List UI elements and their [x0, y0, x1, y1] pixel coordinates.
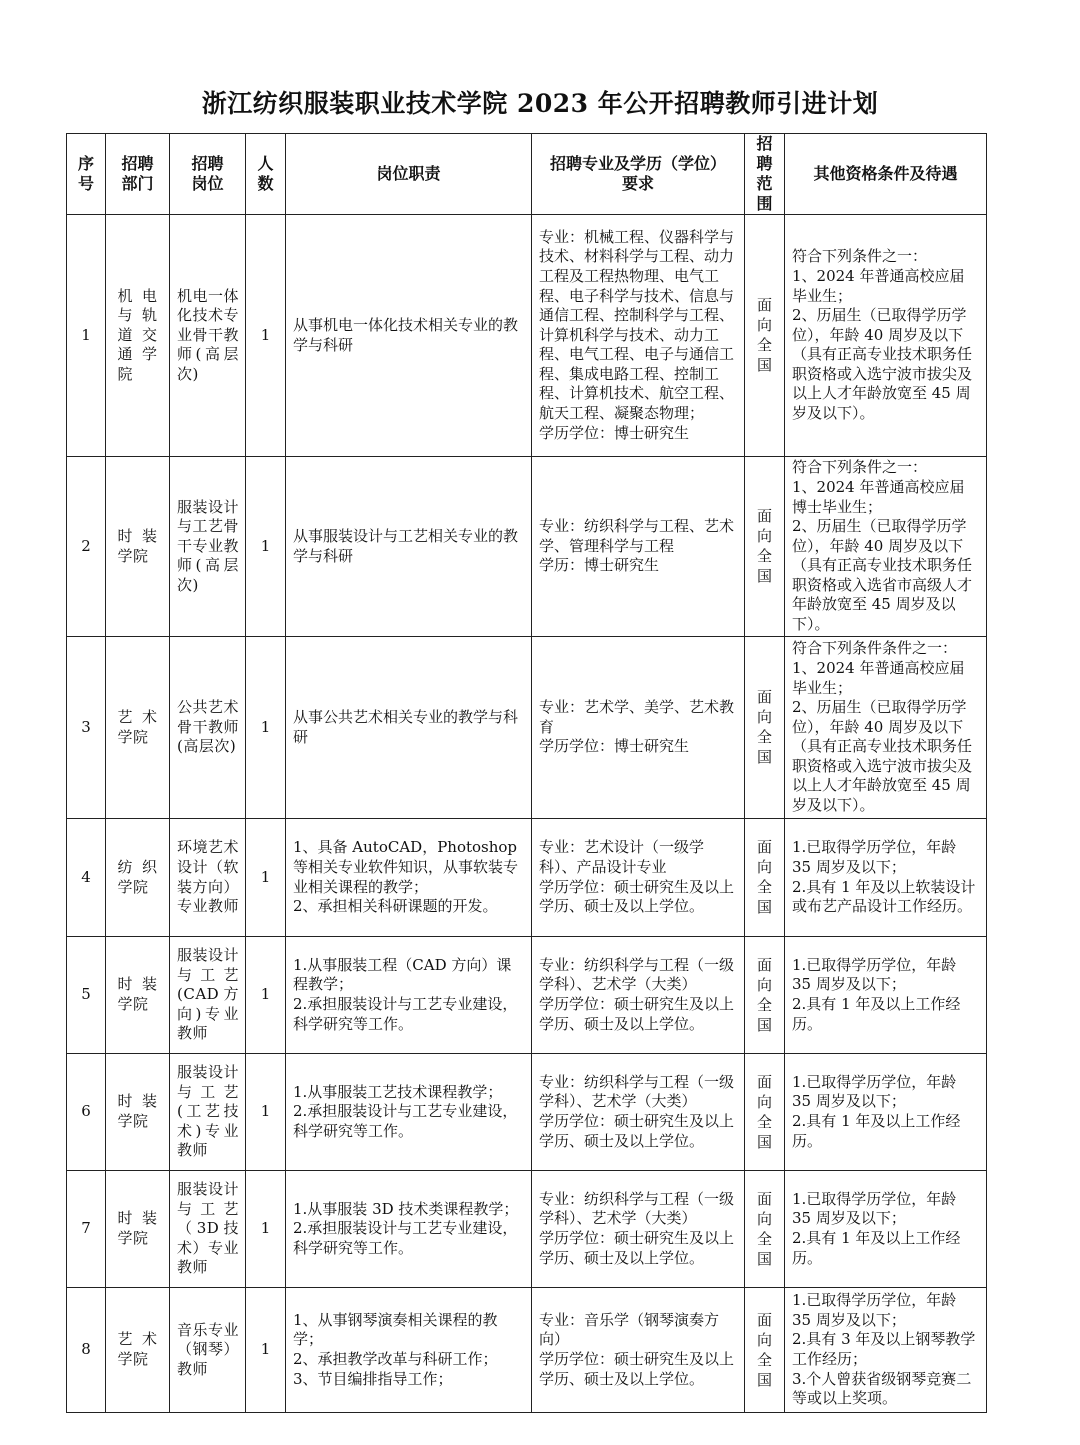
row-scope: 面向全国: [745, 215, 785, 457]
row-major: 专业：音乐学（钢琴演奏方向） 学历学位：硕士研究生及以上学历、硕士及以上学位。: [532, 1288, 745, 1413]
table-row: [67, 819, 987, 937]
row-no: 4: [67, 819, 106, 937]
row-num: 1: [246, 457, 286, 637]
table-row: [67, 937, 987, 1054]
row-no: 3: [67, 637, 106, 819]
row-no: 8: [67, 1288, 106, 1413]
row-scope: 面向全国: [745, 937, 785, 1054]
row-other: 1.已取得学历学位，年龄 35 周岁及以下； 2.具有 1 年及以上软装设计或布艺产品设计工作经历。: [785, 819, 987, 937]
header-major: 招聘专业及学历（学位）要求: [532, 134, 745, 215]
row-other: 1.已取得学历学位，年龄 35 周岁及以下； 2.具有 1 年及以上工作经历。: [785, 937, 987, 1054]
row-major: 专业：艺术设计（一级学科）、产品设计专业 学历学位：硕士研究生及以上学历、硕士及以上学位。: [532, 819, 745, 937]
row-post: 机电一体化技术专业骨干教师(高层次): [170, 215, 246, 457]
row-num: 1: [246, 637, 286, 819]
row-post: 公共艺术骨干教师(高层次): [170, 637, 246, 819]
row-duty: 1.从事服装工程（CAD 方向）课程教学； 2.承担服装设计与工艺专业建设，科学研究等工作。: [286, 937, 532, 1054]
header-other: 其他资格条件及待遇: [785, 134, 987, 215]
row-duty: 1、具备 AutoCAD，Photoshop 等相关专业软件知识，从事软装专业相关课程的教学； 2、承担相关科研课题的开发。: [286, 819, 532, 937]
row-dept: 时装学院: [106, 457, 170, 637]
row-dept: 艺术学院: [106, 1288, 170, 1413]
table-row: [67, 1288, 987, 1413]
row-scope: 面向全国: [745, 637, 785, 819]
row-num: 1: [246, 1054, 286, 1171]
recruitment-table: [66, 133, 987, 1413]
row-major: 专业：纺织科学与工程（一级学科）、艺术学（大类） 学历学位：硕士研究生及以上学历、硕士及以上学位。: [532, 937, 745, 1054]
table-header-row: [67, 134, 987, 215]
table-row: [67, 1171, 987, 1288]
header-no: 序号: [67, 134, 106, 215]
row-scope: 面向全国: [745, 1171, 785, 1288]
row-post: 服装设计与工艺骨干专业教师(高层次): [170, 457, 246, 637]
row-num: 1: [246, 1288, 286, 1413]
row-num: 1: [246, 215, 286, 457]
row-scope: 面向全国: [745, 1288, 785, 1413]
row-no: 7: [67, 1171, 106, 1288]
header-post: 招聘岗位: [170, 134, 246, 215]
row-dept: 机电与轨道交通学院: [106, 215, 170, 457]
row-num: 1: [246, 819, 286, 937]
row-post: 服装设计与工艺（3D技术）专业教师: [170, 1171, 246, 1288]
row-dept: 艺术学院: [106, 637, 170, 819]
row-duty: 从事公共艺术相关专业的教学与科研: [286, 637, 532, 819]
row-duty: 1.从事服装工艺技术课程教学； 2.承担服装设计与工艺专业建设，科学研究等工作。: [286, 1054, 532, 1171]
row-major: 专业：机械工程、仪器科学与技术、材料科学与工程、动力工程及工程热物理、电气工程、电子科学与技术、信息与通信工程、控制科学与工程、计算机科学与技术、动力工程、电气工程、电子与通信工程、集成电路工程、控制工程、计算机技术、航空工程、航天工程、凝聚态物理； 学历学位：博士研究生: [532, 215, 745, 457]
row-no: 5: [67, 937, 106, 1054]
row-no: 1: [67, 215, 106, 457]
table-row: [67, 215, 987, 457]
row-post: 服装设计与工艺(CAD方向)专业教师: [170, 937, 246, 1054]
row-no: 6: [67, 1054, 106, 1171]
row-post: 环境艺术设计（软装方向）专业教师: [170, 819, 246, 937]
header-num: 人数: [246, 134, 286, 215]
row-major: 专业：纺织科学与工程（一级学科）、艺术学（大类） 学历学位：硕士研究生及以上学历、硕士及以上学位。: [532, 1054, 745, 1171]
row-post: 服装设计与工艺(工艺技术)专业教师: [170, 1054, 246, 1171]
row-num: 1: [246, 937, 286, 1054]
header-dept: 招聘部门: [106, 134, 170, 215]
row-other: 符合下列条件之一： 1、2024 年普通高校应届博士毕业生； 2、历届生（已取得学历学位），年龄 40 周岁及以下（具有正高专业技术职务任职资格或入选省市高级人才年龄放宽至 45 周岁及以下）。: [785, 457, 987, 637]
row-dept: 时装学院: [106, 1171, 170, 1288]
row-dept: 时装学院: [106, 937, 170, 1054]
table-row: [67, 637, 987, 819]
table-row: [67, 1054, 987, 1171]
row-dept: 时装学院: [106, 1054, 170, 1171]
table-row: [67, 457, 987, 637]
row-duty: 1.从事服装 3D 技术类课程教学； 2.承担服装设计与工艺专业建设，科学研究等工作。: [286, 1171, 532, 1288]
row-scope: 面向全国: [745, 457, 785, 637]
header-duty: 岗位职责: [286, 134, 532, 215]
row-post: 音乐专业（钢琴）教师: [170, 1288, 246, 1413]
row-no: 2: [67, 457, 106, 637]
row-duty: 从事服装设计与工艺相关专业的教学与科研: [286, 457, 532, 637]
row-other: 1.已取得学历学位，年龄 35 周岁及以下； 2.具有 1 年及以上工作经历。: [785, 1054, 987, 1171]
row-other: 1.已取得学历学位，年龄 35 周岁及以下； 2.具有 1 年及以上工作经历。: [785, 1171, 987, 1288]
row-other: 符合下列条件条件之一： 1、2024 年普通高校应届毕业生； 2、历届生（已取得学历学位），年龄 40 周岁及以下（具有正高专业技术职务任职资格或入选宁波市拔尖及以上人才年龄放宽至 45 周岁及以下）。: [785, 637, 987, 819]
row-duty: 1、从事钢琴演奏相关课程的教学； 2、承担教学改革与科研工作； 3、节目编排指导工作；: [286, 1288, 532, 1413]
row-scope: 面向全国: [745, 819, 785, 937]
row-duty: 从事机电一体化技术相关专业的教学与科研: [286, 215, 532, 457]
row-major: 专业：艺术学、美学、艺术教育 学历学位：博士研究生: [532, 637, 745, 819]
row-major: 专业：纺织科学与工程（一级学科）、艺术学（大类） 学历学位：硕士研究生及以上学历、硕士及以上学位。: [532, 1171, 745, 1288]
row-major: 专业：纺织科学与工程、艺术学、管理科学与工程 学历：博士研究生: [532, 457, 745, 637]
row-scope: 面向全国: [745, 1054, 785, 1171]
header-scope: 招聘范围: [745, 134, 785, 215]
page-title: 浙江纺织服装职业技术学院 2023 年公开招聘教师引进计划: [201, 89, 879, 118]
row-num: 1: [246, 1171, 286, 1288]
row-other: 符合下列条件之一： 1、2024 年普通高校应届毕业生； 2、历届生（已取得学历学位），年龄 40 周岁及以下（具有正高专业技术职务任职资格或入选宁波市拔尖及以上人才年龄放宽至 45 周岁及以下）。: [785, 215, 987, 457]
row-dept: 纺织学院: [106, 819, 170, 937]
row-other: 1.已取得学历学位，年龄 35 周岁及以下； 2.具有 3 年及以上钢琴教学工作经历； 3.个人曾获省级钢琴竞赛二等或以上奖项。: [785, 1288, 987, 1413]
